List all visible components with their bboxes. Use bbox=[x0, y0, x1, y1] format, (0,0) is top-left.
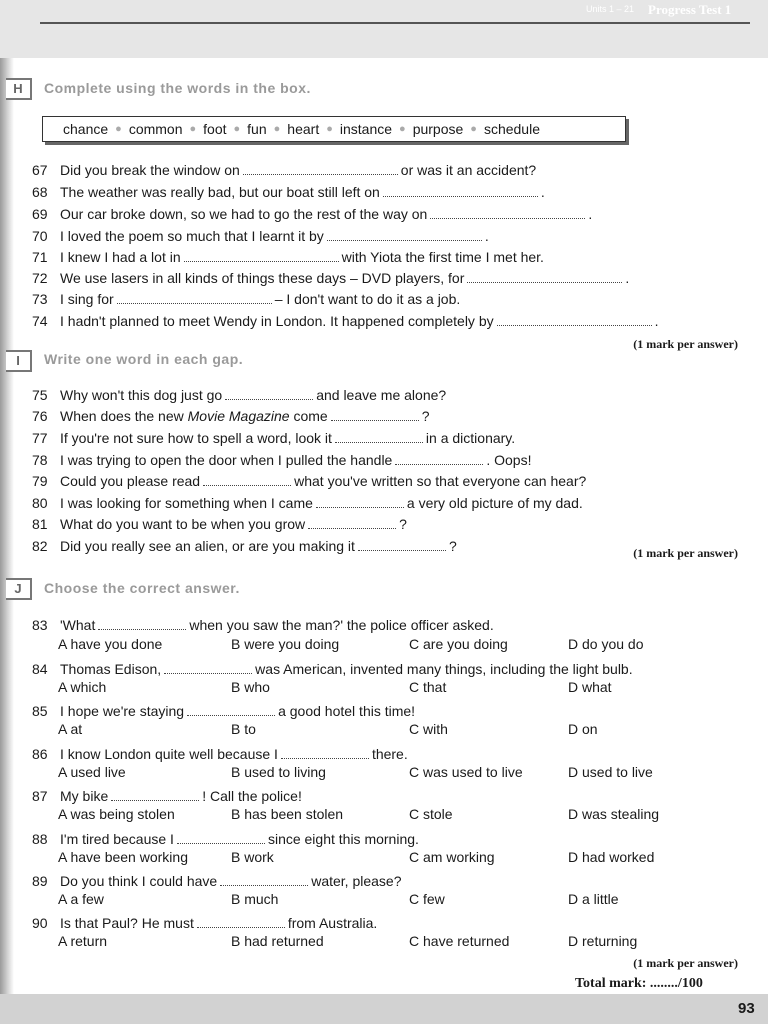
word-box-word: purpose bbox=[412, 121, 464, 137]
question-83: 83 'What when you saw the man?' the police officer asked. bbox=[32, 617, 494, 633]
answer-blank[interactable] bbox=[117, 293, 272, 304]
answer-blank[interactable] bbox=[430, 208, 585, 219]
question-69: 69 Our car broke down, so we had to go the rest of the way on . bbox=[32, 206, 593, 222]
option-a[interactable]: A have been working bbox=[58, 849, 188, 865]
mark-note: (1 mark per answer) bbox=[633, 337, 738, 351]
answer-blank[interactable] bbox=[467, 272, 622, 283]
question-80: 80 I was looking for something when I came a very old picture of my dad. bbox=[32, 495, 583, 511]
option-c[interactable]: C that bbox=[409, 679, 447, 695]
question-85: 85 I hope we're staying a good hotel this time! bbox=[32, 703, 416, 719]
word-box-word: heart bbox=[287, 121, 320, 137]
question-89: 89 Do you think I could have water, please? bbox=[32, 873, 402, 889]
question-87: 87 My bike ! Call the police! bbox=[32, 788, 302, 804]
question-79: 79 Could you please read what you've written so that everyone can hear? bbox=[32, 473, 587, 489]
question-84: 84 Thomas Edison, was American, invented many things, including the light bulb. bbox=[32, 661, 633, 677]
bullet-icon: ● bbox=[189, 123, 197, 135]
option-d[interactable]: D a little bbox=[568, 891, 619, 907]
question-86: 86 I know London quite well because I there. bbox=[32, 746, 408, 762]
section-j-letter: J bbox=[6, 578, 32, 600]
question-71: 71 I knew I had a lot in with Yiota the first time I met her. bbox=[32, 249, 544, 265]
answer-blank[interactable] bbox=[225, 389, 313, 400]
question-72: 72 We use lasers in all kinds of things these days – DVD players, for . bbox=[32, 270, 630, 286]
option-b[interactable]: B work bbox=[231, 849, 274, 865]
option-a[interactable]: A was being stolen bbox=[58, 806, 175, 822]
section-h-letter: H bbox=[6, 78, 32, 100]
question-70: 70 I loved the poem so much that I learnt it by . bbox=[32, 228, 489, 244]
option-c[interactable]: C have returned bbox=[409, 933, 510, 949]
header-units: Units 1 – 21 bbox=[586, 4, 635, 14]
option-d[interactable]: D had worked bbox=[568, 849, 655, 865]
option-b[interactable]: B much bbox=[231, 891, 279, 907]
word-box-word: foot bbox=[203, 121, 227, 137]
footer-band bbox=[0, 994, 768, 1024]
option-c[interactable]: C am working bbox=[409, 849, 495, 865]
mark-note: (1 mark per answer) bbox=[633, 546, 738, 560]
answer-blank bbox=[111, 790, 199, 801]
option-b[interactable]: B to bbox=[231, 721, 256, 737]
section-j-title: Choose the correct answer. bbox=[44, 580, 240, 596]
word-box bbox=[42, 116, 626, 142]
bullet-icon: ● bbox=[115, 123, 122, 135]
option-c[interactable]: C stole bbox=[409, 806, 453, 822]
question-68: 68 The weather was really bad, but our boat still left on . bbox=[32, 184, 545, 200]
option-d[interactable]: D used to live bbox=[568, 764, 653, 780]
answer-blank[interactable] bbox=[331, 410, 419, 421]
option-c[interactable]: C with bbox=[409, 721, 448, 737]
option-a[interactable]: A a few bbox=[58, 891, 104, 907]
option-c[interactable]: C was used to live bbox=[409, 764, 523, 780]
answer-blank[interactable] bbox=[316, 497, 404, 508]
answer-blank bbox=[177, 833, 265, 844]
answer-blank[interactable] bbox=[203, 475, 291, 486]
answer-blank[interactable] bbox=[395, 454, 483, 465]
question-76: 76 When does the new Movie Magazine come ? bbox=[32, 408, 430, 424]
question-82: 82 Did you really see an alien, or are you making it ? bbox=[32, 538, 457, 554]
word-box-word: instance bbox=[339, 121, 393, 137]
mark-note: (1 mark per answer) bbox=[633, 956, 738, 970]
word-box-word: fun bbox=[247, 121, 267, 137]
section-i-letter: I bbox=[6, 350, 32, 372]
question-75: 75 Why won't this dog just go and leave me alone? bbox=[32, 387, 447, 403]
answer-blank[interactable] bbox=[327, 230, 482, 241]
option-a[interactable]: A at bbox=[58, 721, 83, 737]
question-67: 67 Did you break the window on or was it an accident? bbox=[32, 162, 537, 178]
answer-blank[interactable] bbox=[243, 164, 398, 175]
answer-blank bbox=[197, 917, 285, 928]
answer-blank[interactable] bbox=[308, 518, 396, 529]
option-d[interactable]: D returning bbox=[568, 933, 638, 949]
option-a[interactable]: A return bbox=[58, 933, 108, 949]
question-73: 73 I sing for – I don't want to do it as a job. bbox=[32, 291, 461, 307]
option-d[interactable]: D on bbox=[568, 721, 598, 737]
total-mark: Total mark: ......../100 bbox=[575, 976, 703, 991]
option-d[interactable]: D what bbox=[568, 679, 612, 695]
answer-blank[interactable] bbox=[497, 315, 652, 326]
word-box-word: schedule bbox=[483, 121, 540, 137]
answer-blank bbox=[98, 619, 186, 630]
option-b[interactable]: B were you doing bbox=[231, 636, 340, 652]
option-c[interactable]: C few bbox=[409, 891, 445, 907]
bullet-icon: ● bbox=[399, 123, 406, 135]
answer-blank bbox=[281, 748, 369, 759]
option-d[interactable]: D do you do bbox=[568, 636, 644, 652]
option-b[interactable]: B who bbox=[231, 679, 270, 695]
option-a[interactable]: A have you done bbox=[58, 636, 163, 652]
answer-blank bbox=[220, 875, 308, 886]
section-i-title: Write one word in each gap. bbox=[44, 351, 244, 367]
option-a[interactable]: A used live bbox=[58, 764, 126, 780]
option-d[interactable]: D was stealing bbox=[568, 806, 660, 822]
answer-blank bbox=[164, 663, 252, 674]
bullet-icon: ● bbox=[470, 123, 477, 135]
page-number: 93 bbox=[738, 1000, 755, 1017]
bullet-icon: ● bbox=[326, 123, 333, 135]
bullet-icon: ● bbox=[273, 123, 281, 135]
option-a[interactable]: A which bbox=[58, 679, 107, 695]
question-90: 90 Is that Paul? He must from Australia. bbox=[32, 915, 378, 931]
answer-blank[interactable] bbox=[383, 186, 538, 197]
question-88: 88 I'm tired because I since eight this morning. bbox=[32, 831, 419, 847]
option-b[interactable]: B used to living bbox=[231, 764, 326, 780]
word-box-word: chance bbox=[63, 121, 109, 137]
question-81: 81 What do you want to be when you grow ? bbox=[32, 516, 407, 532]
answer-blank[interactable] bbox=[335, 432, 423, 443]
option-b[interactable]: B had returned bbox=[231, 933, 324, 949]
answer-blank[interactable] bbox=[358, 540, 446, 551]
question-77: 77 If you're not sure how to spell a word, look it in a dictionary. bbox=[32, 430, 516, 446]
question-78: 78 I was trying to open the door when I pulled the handle . Oops! bbox=[32, 452, 532, 468]
section-h-title: Complete using the words in the box. bbox=[44, 80, 311, 96]
page-gutter-shadow bbox=[0, 0, 14, 1024]
header-rule bbox=[40, 22, 750, 24]
option-c[interactable]: C are you doing bbox=[409, 636, 508, 652]
header-test-title: Progress Test 1 bbox=[648, 2, 732, 17]
answer-blank[interactable] bbox=[184, 251, 339, 262]
option-b[interactable]: B has been stolen bbox=[231, 806, 344, 822]
answer-blank bbox=[187, 705, 275, 716]
word-box-word: common bbox=[128, 121, 183, 137]
question-74: 74 I hadn't planned to meet Wendy in London. It happened completely by . bbox=[32, 313, 659, 329]
bullet-icon: ● bbox=[233, 123, 241, 135]
